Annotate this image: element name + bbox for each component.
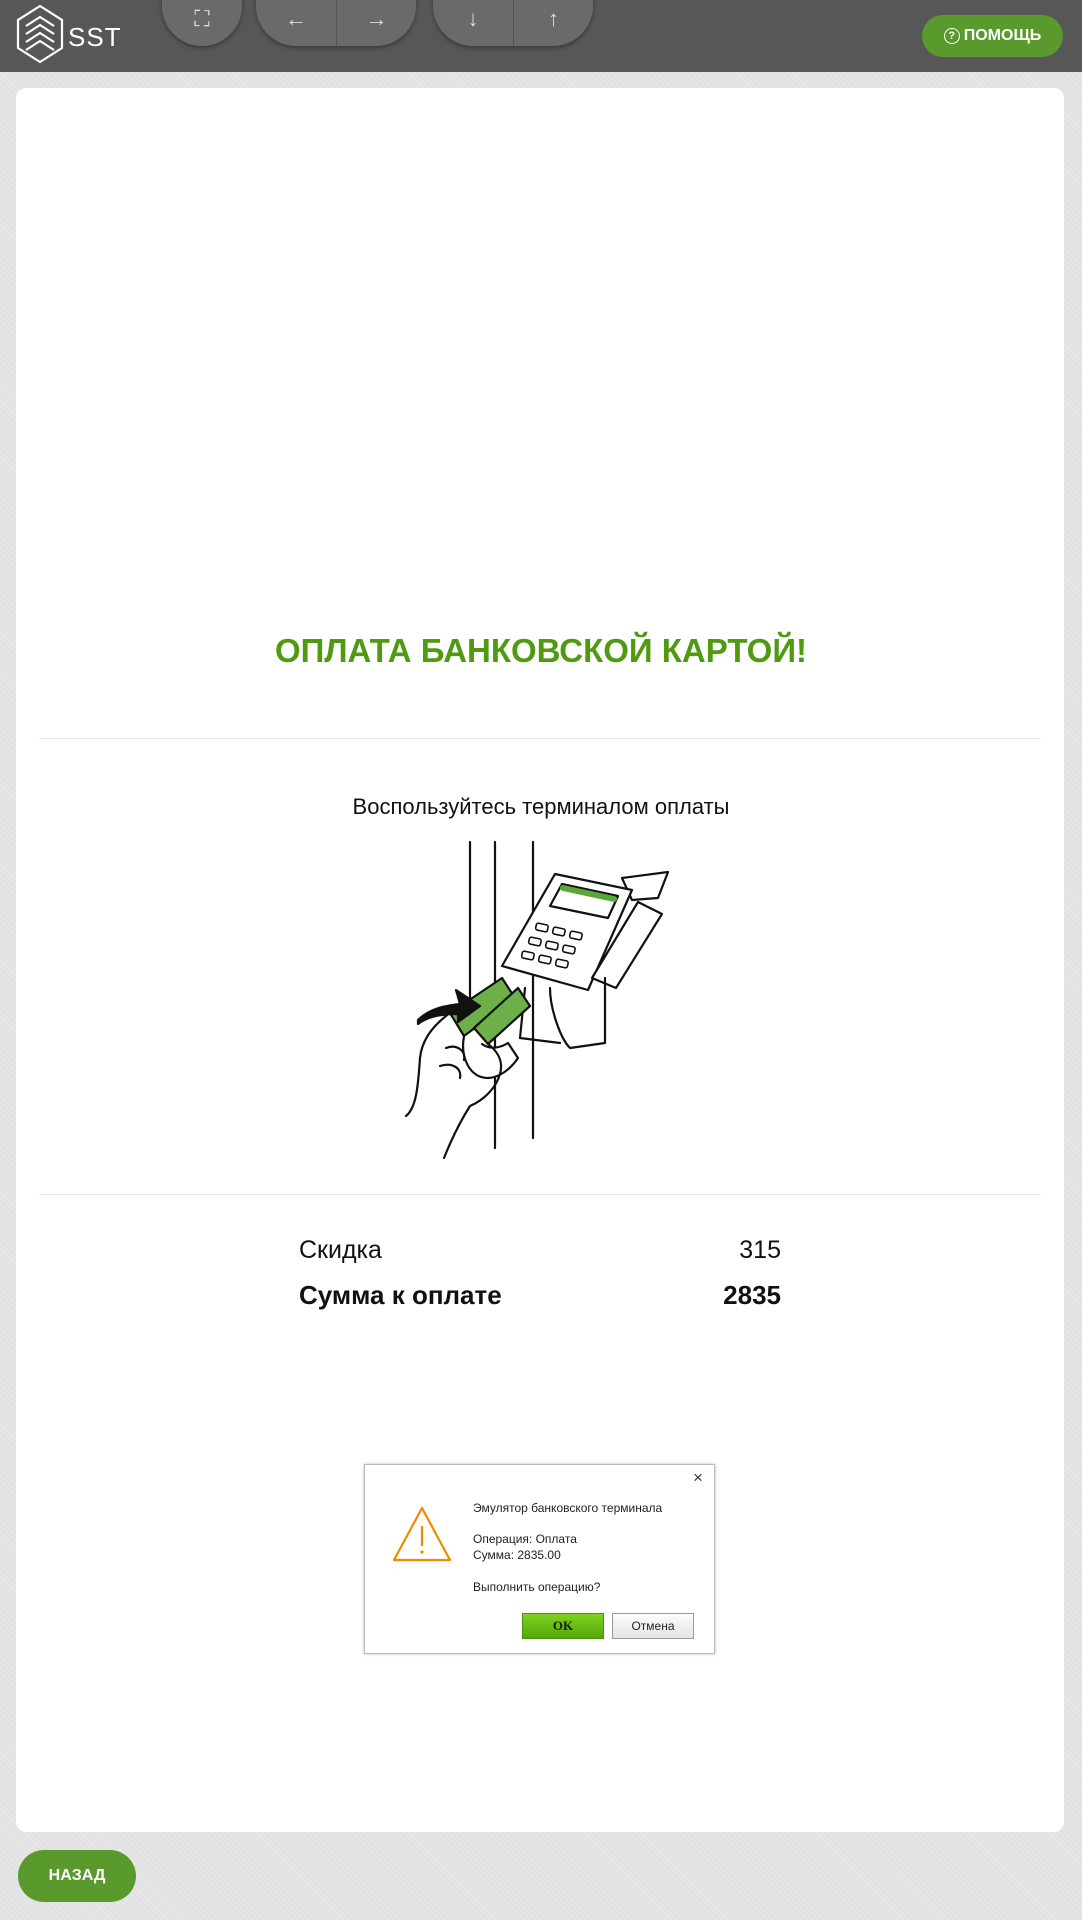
sst-logo-icon [14, 4, 66, 64]
fullscreen-control [162, 0, 242, 46]
total-label: Сумма к оплате [299, 1280, 502, 1310]
dialog-operation: Операция: Оплата [473, 1532, 577, 1546]
arrow-up-icon: ↑ [548, 6, 559, 31]
page-title: ОПЛАТА БАНКОВСКОЙ КАРТОЙ! [274, 632, 808, 669]
total-row [299, 1280, 781, 1311]
discount-row [299, 1236, 781, 1265]
arrow-down-icon: ↓ [467, 6, 479, 31]
logo [14, 4, 124, 66]
logo-text: SST [68, 22, 122, 52]
scroll-up-button[interactable] [513, 0, 593, 46]
instruction-text: Воспользуйтесь терминалом оплаты [352, 794, 730, 819]
nav-forward-button[interactable] [336, 0, 416, 46]
dialog-sum: Сумма: 2835.00 [473, 1548, 561, 1562]
top-bar [0, 0, 1082, 72]
close-icon[interactable]: × [693, 1468, 703, 1487]
dialog-title: Эмулятор банковского терминала [473, 1501, 663, 1515]
card-terminal-icon [400, 838, 680, 1168]
payment-terminal-illustration [400, 838, 680, 1173]
help-button[interactable] [922, 15, 1063, 57]
back-button[interactable]: НАЗАД [18, 1850, 136, 1902]
ok-button[interactable]: OK [522, 1613, 604, 1639]
arrow-left-icon: ← [285, 6, 307, 31]
divider-bottom [39, 1194, 1041, 1195]
nav-back-button[interactable] [256, 0, 336, 46]
warning-icon [391, 1505, 453, 1563]
cancel-button[interactable]: Отмена [612, 1613, 694, 1639]
help-icon: ? [944, 28, 960, 44]
total-value: 2835 [723, 1280, 781, 1310]
fullscreen-icon: ⛶ [194, 6, 210, 31]
discount-label: Скидка [299, 1236, 382, 1264]
dialog-question: Выполнить операцию? [473, 1580, 601, 1594]
discount-value: 315 [739, 1236, 781, 1264]
divider-top [39, 738, 1041, 739]
history-nav-control [256, 0, 416, 46]
fullscreen-button[interactable] [162, 0, 242, 46]
help-label: ПОМОЩЬ [963, 27, 1042, 44]
scroll-down-button[interactable] [433, 0, 513, 46]
scroll-control [433, 0, 593, 46]
arrow-right-icon: → [365, 6, 388, 31]
bank-terminal-dialog [364, 1464, 715, 1654]
